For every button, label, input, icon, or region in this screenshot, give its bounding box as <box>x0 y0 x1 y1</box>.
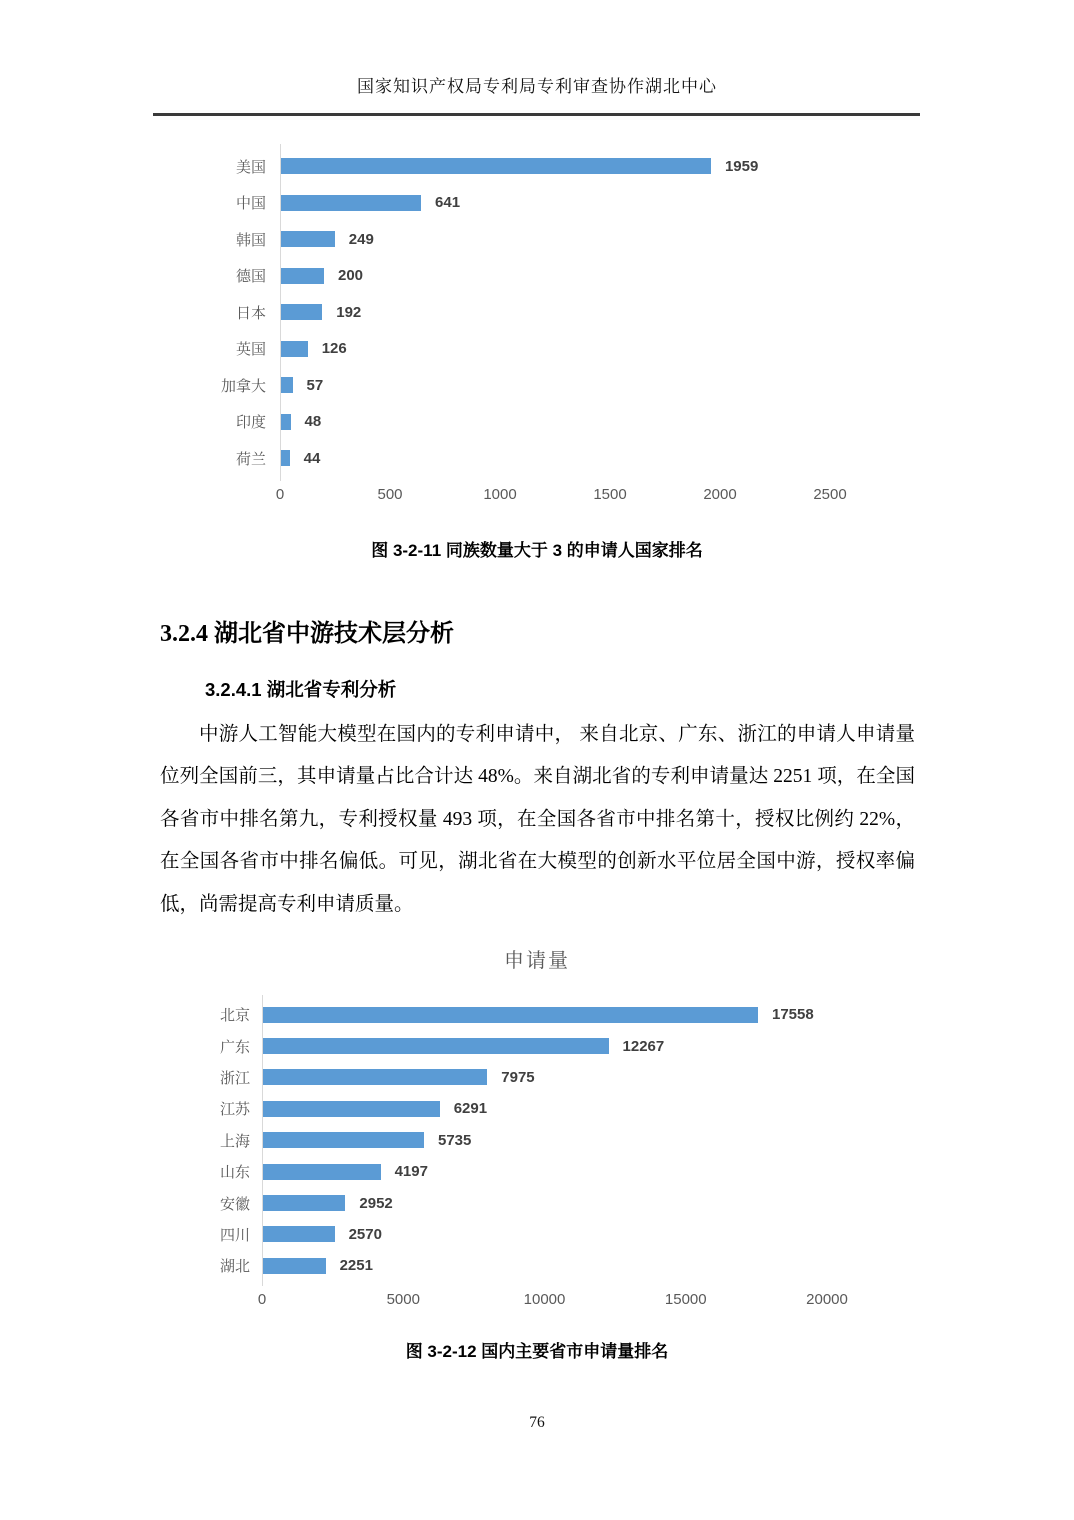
bar-track <box>262 1038 827 1055</box>
figure-caption-1: 图 3-2-11 同族数量大于 3 的申请人国家排名 <box>371 540 703 560</box>
x-tick-label: 0 <box>275 485 285 503</box>
x-tick-label: 0 <box>257 1290 267 1308</box>
bar <box>280 231 335 247</box>
x-tick-label: 10000 <box>523 1290 566 1308</box>
value-label: 5735 <box>438 1131 472 1149</box>
category-label: 美国 <box>235 158 266 176</box>
bar <box>280 414 291 430</box>
bar-track <box>280 413 830 430</box>
value-label: 48 <box>304 413 322 431</box>
bar-track <box>280 377 830 394</box>
bar-track <box>280 231 830 248</box>
bar-row <box>210 1156 1074 1187</box>
category-label: 上海 <box>219 1132 250 1150</box>
body-paragraph: 中游人工智能大模型在国内的专利申请中， 来自北京、广东、浙江的申请人申请量位列全国前三，其申请量占比合计达 48%。来自湖北省的专利申请量达 2251 项，在全国各省市中排名第九，专利授权量 493 项，在全国各省市中排名第十，授权比例约 22%，在全国各省市中排名偏低。可见，湖北省在大模型的创新水平位居全国中游，授权率偏低，尚需提高专利申请质量。 <box>160 723 915 915</box>
bar <box>262 1007 758 1023</box>
value-label: 192 <box>336 303 362 321</box>
bar-track <box>280 304 830 321</box>
category-label: 日本 <box>235 304 266 322</box>
category-label: 北京 <box>219 1007 250 1025</box>
bar <box>280 304 322 320</box>
bar-track <box>280 158 830 175</box>
bar <box>262 1069 487 1085</box>
bar-row <box>190 404 1074 441</box>
x-tick-label: 2000 <box>703 485 737 503</box>
bar-row <box>190 221 1074 258</box>
bar <box>262 1226 335 1242</box>
bar-row <box>210 1219 1074 1250</box>
bar-row <box>210 1250 1074 1281</box>
x-tick-label: 15000 <box>664 1290 707 1308</box>
category-label: 山东 <box>219 1164 250 1182</box>
chart-province-ranking <box>210 999 1074 1311</box>
bar-row <box>210 1125 1074 1156</box>
value-label: 4197 <box>394 1163 428 1181</box>
category-label: 荷兰 <box>235 450 266 468</box>
bar <box>262 1195 345 1211</box>
bar <box>262 1038 609 1054</box>
category-label: 韩国 <box>235 231 266 249</box>
value-label: 17558 <box>772 1006 814 1024</box>
value-label: 641 <box>435 194 461 212</box>
category-label: 中国 <box>235 195 266 213</box>
page-number: 76 <box>529 1413 545 1431</box>
bar-row <box>190 148 1074 185</box>
value-label: 12267 <box>622 1037 665 1055</box>
subsection-heading: 3.2.4.1 湖北省专利分析 <box>205 678 397 700</box>
y-axis-line <box>262 995 263 1286</box>
page-header: 国家知识产权局专利局专利审查协作湖北中心 <box>357 77 717 96</box>
bar-track <box>280 450 830 467</box>
bar-track <box>262 1069 827 1086</box>
bar-row <box>210 999 1074 1030</box>
category-label: 加拿大 <box>220 377 266 395</box>
bar-row <box>190 440 1074 477</box>
x-tick-label: 5000 <box>386 1290 420 1308</box>
bar-row <box>190 331 1074 368</box>
x-tick-label: 20000 <box>806 1290 848 1308</box>
bar <box>262 1258 326 1274</box>
bar-row <box>190 185 1074 222</box>
x-tick-label: 500 <box>377 485 403 503</box>
x-tick-label: 1000 <box>483 485 517 503</box>
value-label: 2570 <box>348 1225 382 1243</box>
bar <box>262 1132 424 1148</box>
chart-title: 申请量 <box>504 950 570 972</box>
value-label: 44 <box>303 449 321 467</box>
figure-caption-2: 图 3-2-12 国内主要省市申请量排名 <box>405 1341 669 1361</box>
bar-row <box>210 1030 1074 1061</box>
y-axis-line <box>280 144 281 481</box>
bar <box>262 1164 381 1180</box>
category-label: 安徽 <box>219 1195 250 1213</box>
chart-plot-area <box>210 999 1074 1282</box>
bar-row <box>210 1062 1074 1093</box>
value-label: 6291 <box>453 1100 488 1118</box>
value-label: 7975 <box>501 1068 535 1086</box>
bar-track <box>280 194 830 211</box>
bar <box>280 195 421 211</box>
bar <box>280 268 324 284</box>
bar-track <box>262 1100 827 1117</box>
category-label: 德国 <box>235 268 266 286</box>
section-heading: 3.2.4 湖北省中游技术层分析 <box>160 620 454 647</box>
value-label: 2952 <box>359 1194 393 1212</box>
bar <box>280 158 711 174</box>
header-rule <box>153 113 920 116</box>
bar-track <box>262 1257 827 1274</box>
bar-row <box>190 367 1074 404</box>
x-axis <box>210 1291 1074 1311</box>
bar-row <box>190 258 1074 295</box>
bar-track <box>262 1132 827 1149</box>
bar <box>262 1101 440 1117</box>
chart-plot-area <box>190 148 1074 477</box>
value-label: 200 <box>338 267 364 285</box>
value-label: 2251 <box>339 1257 373 1275</box>
x-axis-ticks <box>257 1290 848 1311</box>
bar-row <box>210 1093 1074 1124</box>
bar-track <box>280 267 830 284</box>
bar <box>280 377 293 393</box>
x-axis-ticks <box>275 485 847 506</box>
value-label: 126 <box>321 340 347 358</box>
category-label: 浙江 <box>219 1069 250 1087</box>
bar-track <box>262 1226 827 1243</box>
bar-row <box>210 1187 1074 1218</box>
x-axis <box>190 486 1074 506</box>
bar-track <box>262 1195 827 1212</box>
chart-country-ranking <box>190 148 1074 506</box>
category-label: 印度 <box>235 414 266 432</box>
bar <box>280 341 308 357</box>
category-label: 广东 <box>219 1038 250 1056</box>
category-label: 英国 <box>235 341 266 359</box>
bar-track <box>280 340 830 357</box>
axis-spacer <box>210 1291 262 1311</box>
value-label: 57 <box>306 376 324 394</box>
x-tick-label: 1500 <box>593 485 627 503</box>
axis-spacer <box>190 486 280 506</box>
category-label: 江苏 <box>219 1101 250 1119</box>
value-label: 1959 <box>724 157 759 175</box>
bar-track <box>262 1006 827 1023</box>
x-tick-label: 2500 <box>813 485 847 503</box>
bar-track <box>262 1163 827 1180</box>
category-label: 湖北 <box>219 1258 250 1276</box>
category-label: 四川 <box>219 1226 250 1244</box>
value-label: 249 <box>348 230 374 248</box>
bar-row <box>190 294 1074 331</box>
bar <box>280 450 290 466</box>
